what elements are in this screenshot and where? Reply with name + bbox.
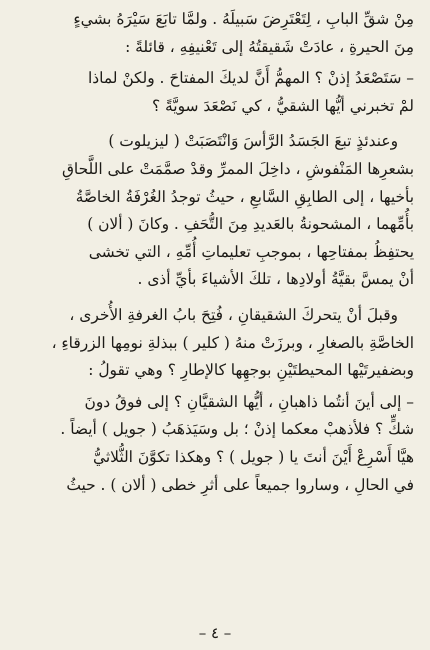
paragraph-2-dialogue — [14, 65, 414, 120]
paragraph-line: وعندئذٍ تبعَ الجَسَدُ الرَّأسَ وَانْتَصَبَتْ ( ليزيلوت ) — [108, 132, 398, 151]
page-number: – ٤ – — [198, 624, 232, 642]
paragraph-line: مِنْ شقِّ البابِ ، لِتَعْتَرِضَ سَبيلَهُ . ولمَّا تابَعَ سَيْرَهُ بشيءٍ — [73, 10, 414, 28]
paragraph-3 — [14, 128, 414, 294]
paragraph-line: مِنَ الحيرةِ ، عادَتْ شَقيقتُهُ إلى تَعْنيفِهِ ، قائلةً : — [125, 37, 414, 56]
paragraph-line: لمْ تخبرني أيُّها الشقيُّ ، كي نَصْعَدَ سويَّةً ؟ — [152, 96, 414, 115]
paragraph-line: بأُمِّهما ، المشحونةُ بالعَديدِ مِنَ التُّحَفِ . وكانَ ( ألان ) — [87, 215, 414, 234]
paragraph-1 — [14, 6, 414, 61]
paragraph-line: – إلى أينَ أنتُما ذاهبانِ ، أيُّها الشقيَّانِ ؟ إلى فوقُ دونَ — [84, 392, 414, 411]
paragraph-line: في الحالِ ، وساروا جميعاً على أثرِ خطى ( ألان ) . حيثُ — [66, 475, 414, 494]
paragraph-5-dialogue — [14, 389, 414, 499]
paragraph-line: شكٍّ ؟ فلأذهبْ معكما إذنْ ؛ بل وسَيَذهَبُ ( جويل ) أيضاً . — [60, 420, 414, 439]
paragraph-line: يحتفِظُ بمفتاحِها ، بموجبِ تعليماتِ أُمِّهِ ، التي تخشى — [88, 242, 414, 261]
paragraph-line: وبضفيرتَيْها المحيطتَيْنِ بوجهِها كالإطارِ ؟ وهي تقولُ : — [88, 361, 414, 380]
paragraph-4 — [14, 302, 414, 385]
paragraph-line: بأخيها ، إلى الطابِقِ السَّابعِ ، حيثُ توجدُ الغُرْفَةُ الخاصَّةُ — [75, 187, 414, 206]
page-body-text — [14, 6, 414, 499]
paragraph-line: – سَتَصْعَدُ إذنْ ؟ المهمُّ أَنَّ لديكَ المفتاحَ . ولكنْ لماذا — [88, 69, 414, 88]
paragraph-line: بشعرِها المَنْفوشِ ، داخِلَ الممرِّ وقدْ صمَّمَتْ على اللَّحاقِ — [61, 159, 414, 178]
paragraph-line: وقبلَ أنْ يتحركَ الشقيقانِ ، فُتِحَ بابُ الغرفةِ الأُخرى ، — [69, 305, 398, 324]
paragraph-line: هيَّا أَسْرِعْ أَيْنَ أنتَ يا ( جويل ) ؟ وهكذا تكوَّنَ الثُّلاثيُّ — [93, 447, 414, 466]
paragraph-line: أنْ يمسَّ بقيَّةُ أولادِها ، تلكَ الأشياءَ بأيِّ أذى . — [137, 270, 414, 289]
paragraph-line: الخاصَّةِ بالصغارِ ، وبرزَتْ منهُ ( كلير ) ببذلةِ نومِها الزرقاءِ ، — [51, 333, 414, 352]
